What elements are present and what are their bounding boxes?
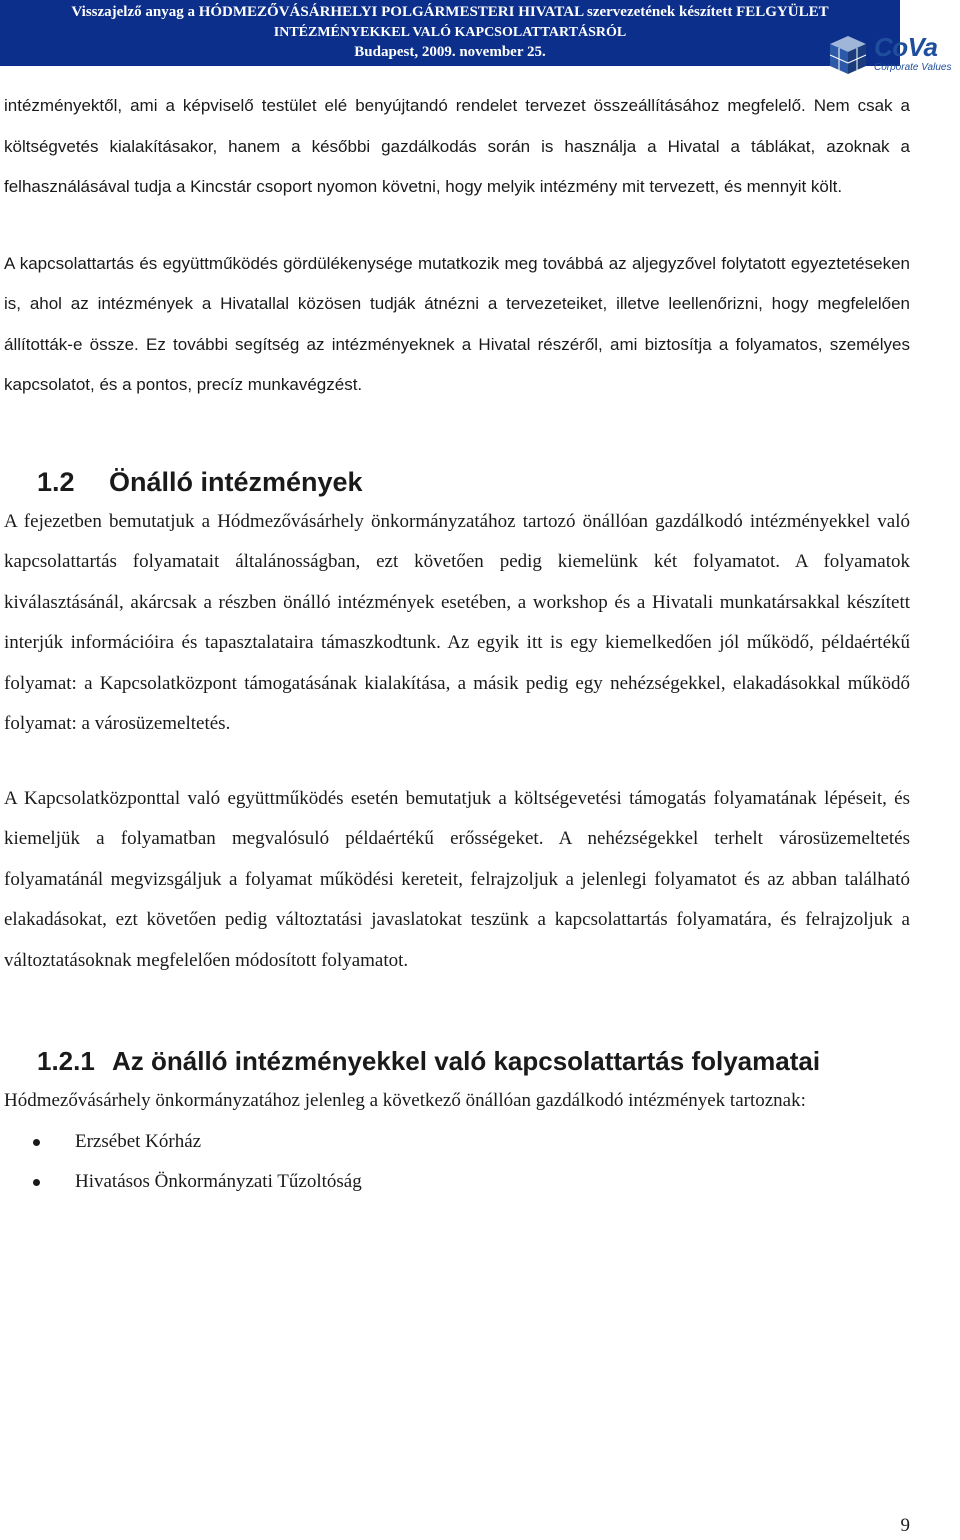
document-body (4, 86, 910, 1202)
paragraph-5: Hódmezővásárhely önkormányzatához jelenleg a következő önállóan gazdálkodó intézmények tartoznak: (4, 1090, 806, 1111)
page-number: 9 (900, 1515, 910, 1536)
cube-icon (826, 30, 870, 78)
list-item (4, 1162, 910, 1202)
logo-tagline: Corporate Values (874, 62, 952, 73)
paragraph-1: intézményektől, ami a képviselő testület elé benyújtandó rendelet tervezet összeállításához megfelelő. Nem csak a költségvetés kialakításakor, hanem a későbbi gazdálkodás során is használja a Hivatal a táblákat, azoknak a felhasználásával tudja a Kincstár csoport nyomon követni, hogy melyik intézmény mit tervezett, és mennyit költ. (4, 96, 910, 196)
list-item-text: Hivatásos Önkormányzati Tűzoltóság (75, 1170, 362, 1192)
header-title-line-2: INTÉZMÉNYEKKEL VALÓ KAPCSOLATTARTÁSRÓL (273, 25, 627, 40)
paragraph-2: A kapcsolattartás és együttműködés gördülékenysége mutatkozik meg továbbá az aljegyzővel folytatott egyeztetéseken is, ahol az intézmények a Hivatallal közösen tudják átnézni a tervezeteiket, illetve leellenőrizni, hogy megfelelően állították-e össze. Ez további segítség az intézményeknek a Hivatal részéről, ami biztosítja a folyamatos, személyes kapcsolatot, és a pontos, precíz munkavégzést. (4, 253, 910, 394)
header-banner (0, 0, 900, 66)
logo-wordmark: CoVa (874, 32, 938, 62)
bullet-icon (33, 1139, 40, 1146)
list-item-text: Erzsébet Kórház (75, 1130, 202, 1152)
section-heading (37, 462, 910, 502)
header-title-line-1: Visszajelző anyag a HÓDMEZŐVÁSÁRHELYI POLGÁRMESTERI HIVATAL szervezetének készített FELGYÜLET (71, 4, 829, 20)
subsection-title: Az önálló intézményekkel való kapcsolattartás folyamatai (112, 1046, 821, 1076)
header-date: Budapest, 2009. november 25. (354, 44, 546, 60)
section-number: 1.2 (37, 466, 75, 497)
paragraph-4: A Kapcsolatközponttal való együttműködés esetén bemutatjuk a költségevetési támogatás folyamatának lépéseit, és kiemeljük a folyamatban megvalósuló példaértékű erősségeket. A nehézségekkel terhelt városüzemeltetés folyamatánál megvizsgáljuk a folyamat működési kereteit, felrajzoljuk a jelenlegi folyamatot és az abban található elakadásokat, ezt követően pedig változtatási javaslatokat teszünk a kapcsolattartás folyamatára, és felrajzoljuk a változtatásoknak megfelelően módosított folyamatot. (4, 787, 910, 971)
subsection-heading (37, 1041, 910, 1081)
paragraph-3: A fejezetben bemutatjuk a Hódmezővásárhely önkormányzatához tartozó önállóan gazdálkodó intézményekkel való kapcsolattartás folyamatait általánosságban, ezt követően pedig kiemelünk két folyamatot. A folyamatok kiválasztásánál, akárcsak a részben önálló intézmények esetében, a workshop és a Hivatali munkatársakkal készített interjúk információira és tapasztalataira támaszkodtunk. Az egyik itt is egy kiemelkedően jól működő, példaértékű folyamat: a Kapcsolatközpont támogatásának kialakítása, a másik pedig egy nehézségekkel, elakadásokkal működő folyamat: a városüzemeltetés. (4, 510, 910, 734)
subsection-number: 1.2.1 (37, 1046, 95, 1076)
bullet-icon (33, 1179, 40, 1186)
list-item (4, 1122, 910, 1162)
institution-list (4, 1122, 910, 1202)
section-title: Önálló intézmények (109, 466, 363, 497)
page-header (0, 0, 960, 84)
cova-logo (826, 30, 960, 80)
